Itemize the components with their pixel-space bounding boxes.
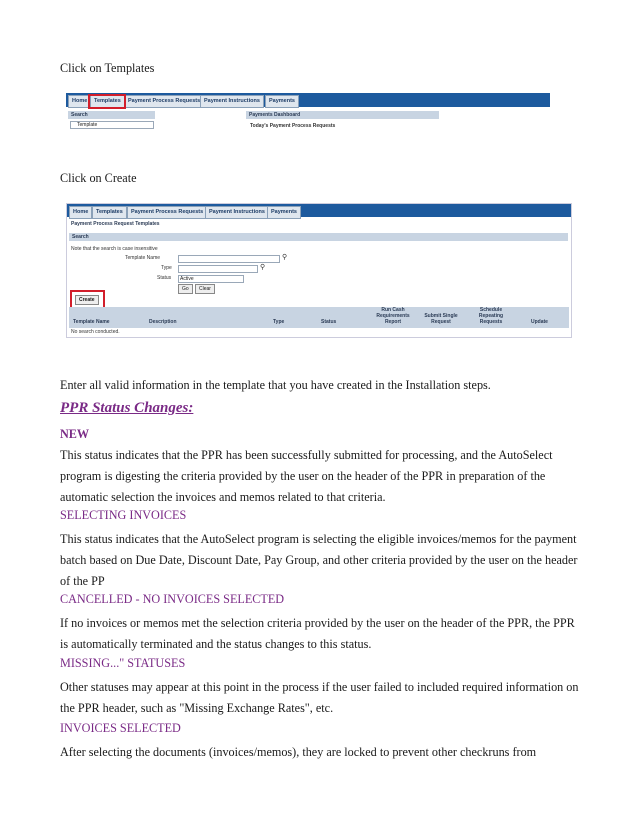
clear-button[interactable]: Clear xyxy=(195,284,215,294)
type-label: Type xyxy=(161,265,172,271)
table-header xyxy=(69,307,569,328)
col-header: Schedule Repeating Requests xyxy=(478,307,504,325)
empty-table-text: No search conducted. xyxy=(71,329,120,335)
tab-bar xyxy=(66,93,550,107)
status-select[interactable] xyxy=(178,275,244,283)
search-select[interactable] xyxy=(70,121,154,129)
tab-home[interactable]: Home xyxy=(69,206,92,219)
tab-templates[interactable]: Templates xyxy=(90,95,125,108)
select-value: Template xyxy=(77,122,98,128)
search-note: Note that the search is case insensitive xyxy=(71,246,158,252)
col-header: Description xyxy=(149,319,177,325)
tab-ppr[interactable]: Payment Process Requests xyxy=(124,95,204,108)
step-text: Enter all valid information in the template that you have created in the Installation steps. xyxy=(60,378,491,392)
tab-payment-instructions[interactable]: Payment Instructions xyxy=(205,206,269,219)
search-bar: Search xyxy=(69,233,568,241)
col-header: Template Name xyxy=(73,319,110,325)
dashboard-title: Payments Dashboard xyxy=(246,111,439,119)
col-header: Run Cash Requirements Report xyxy=(376,307,410,325)
col-header: Submit Single Request xyxy=(424,313,458,325)
status-name: NEW xyxy=(60,427,90,441)
status-description: Other statuses may appear at this point in the process if the user failed to included required information on the PPR header, such as "Missing Exchange Rates", etc. xyxy=(60,680,579,715)
step-text: Click on Create xyxy=(60,171,137,185)
col-header: Status xyxy=(321,319,337,325)
tab-payments[interactable]: Payments xyxy=(265,95,299,108)
status-name: INVOICES SELECTED xyxy=(60,721,181,735)
tab-bar xyxy=(67,204,571,217)
col-header: Update xyxy=(531,319,548,325)
search-bar: Search xyxy=(68,111,155,119)
search-icon[interactable]: ⚲ xyxy=(282,254,288,261)
status-description: This status indicates that the PPR has been successfully submitted for processing, and the AutoSelect program is digesting the criteria provided by the user on the header of the PPR in preparation of the automatic selection the invoices and memos related to that criteria. xyxy=(60,448,553,504)
page-title: Payment Process Request Templates xyxy=(71,221,160,227)
status-label: Status xyxy=(157,275,172,281)
tab-ppr[interactable]: Payment Process Requests xyxy=(127,206,207,219)
type-input[interactable] xyxy=(178,265,258,273)
tab-home[interactable]: Home xyxy=(68,95,91,108)
status-name: SELECTING INVOICES xyxy=(60,508,187,522)
col-header: Type xyxy=(273,319,285,325)
tab-templates[interactable]: Templates xyxy=(92,206,127,219)
template-name-input[interactable] xyxy=(178,255,280,263)
status-name: CANCELLED - NO INVOICES SELECTED xyxy=(60,592,285,606)
highlight-box xyxy=(88,94,126,109)
section-title: PPR Status Changes: xyxy=(60,400,194,416)
status-description: This status indicates that the AutoSelect program is selecting the eligible invoices/memos for the payment batch based on Due Date, Discount Date, Pay Group, and other criteria provided by the user on the header of the PP xyxy=(60,532,578,588)
templates-screenshot xyxy=(66,93,550,133)
dashboard-subtitle: Today's Payment Process Requests xyxy=(250,123,336,129)
tab-payments[interactable]: Payments xyxy=(267,206,301,219)
search-icon[interactable]: ⚲ xyxy=(260,264,266,271)
status-description: After selecting the documents (invoices/memos), they are locked to prevent other checkruns from xyxy=(60,745,537,759)
go-button[interactable]: Go xyxy=(178,284,193,294)
create-screenshot xyxy=(66,203,572,338)
step-text: Click on Templates xyxy=(60,61,155,75)
create-button[interactable]: Create xyxy=(75,295,99,305)
status-description: If no invoices or memos met the selection criteria provided by the user on the header of the PPR, the PPR is automatically terminated and the status changes to this status. xyxy=(60,616,575,651)
status-name: MISSING..." STATUSES xyxy=(60,656,186,670)
tab-payment-instructions[interactable]: Payment Instructions xyxy=(200,95,264,108)
template-name-label: Template Name xyxy=(125,255,161,261)
status-value: Active xyxy=(180,276,194,282)
